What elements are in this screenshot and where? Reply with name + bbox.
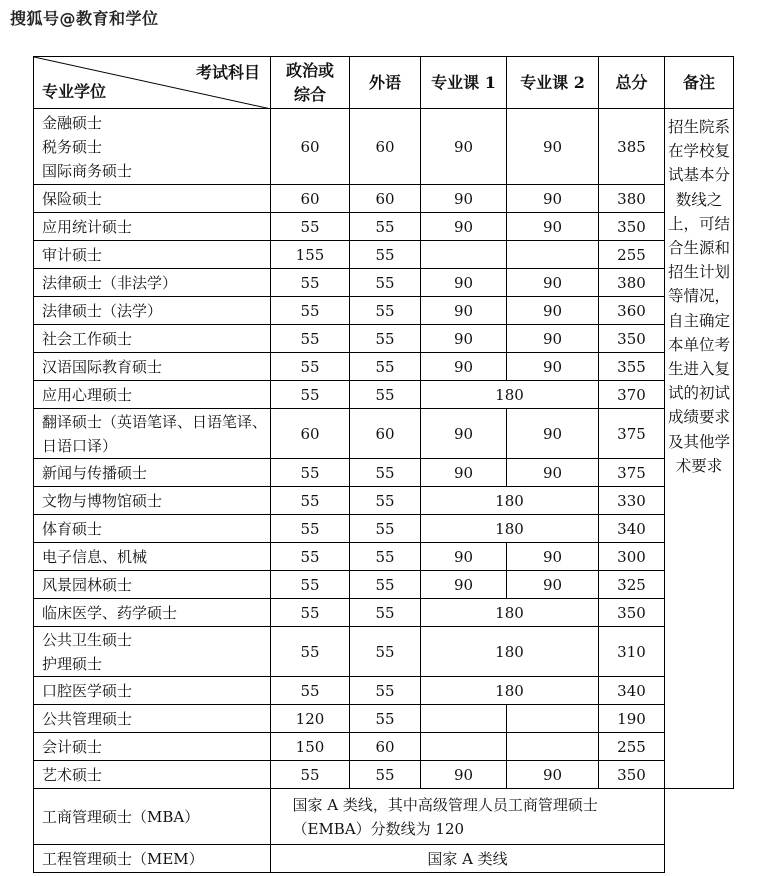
major-combined-score-cell: 180 [421, 487, 599, 515]
mba-text: 国家 A 类线，其中高级管理人员工商管理硕士（EMBA）分数线为 120 [271, 789, 665, 845]
major-combined-score-cell: 180 [421, 627, 599, 677]
language-score-cell: 55 [350, 459, 421, 487]
table-row [34, 353, 734, 381]
table-row [34, 409, 734, 459]
major2-score-cell: 90 [507, 543, 599, 571]
degree-name-cell: 保险硕士 [34, 185, 271, 213]
degree-name-cell: 体育硕士 [34, 515, 271, 543]
degree-name-cell: 新闻与传播硕士 [34, 459, 271, 487]
language-score-cell: 55 [350, 571, 421, 599]
language-score-cell: 55 [350, 705, 421, 733]
total-score-cell: 375 [599, 459, 665, 487]
politics-score-cell: 55 [271, 677, 350, 705]
major2-score-cell [507, 241, 599, 269]
major2-score-cell: 90 [507, 353, 599, 381]
politics-score-cell: 55 [271, 325, 350, 353]
diagonal-header-cell [34, 57, 271, 109]
degree-name-cell: 翻译硕士（英语笔译、日语笔译、日语口译） [34, 409, 271, 459]
major2-score-cell [507, 705, 599, 733]
total-score-cell: 190 [599, 705, 665, 733]
politics-score-cell: 60 [271, 409, 350, 459]
total-score-cell: 350 [599, 213, 665, 241]
mem-text: 国家 A 类线 [271, 845, 665, 873]
table-row [34, 241, 734, 269]
language-score-cell: 55 [350, 627, 421, 677]
politics-score-cell: 55 [271, 515, 350, 543]
major1-score-cell: 90 [421, 761, 507, 789]
total-score-cell: 355 [599, 353, 665, 381]
table-row [34, 185, 734, 213]
degree-name-cell: 电子信息、机械 [34, 543, 271, 571]
table-row [34, 459, 734, 487]
major1-score-cell [421, 241, 507, 269]
mem-name: 工程管理硕士（MEM） [34, 845, 271, 873]
table-row [34, 325, 734, 353]
major2-score-cell: 90 [507, 459, 599, 487]
politics-score-cell: 55 [271, 381, 350, 409]
language-score-cell: 55 [350, 599, 421, 627]
degree-name-cell: 公共管理硕士 [34, 705, 271, 733]
mba-row [34, 789, 734, 845]
politics-score-cell: 55 [271, 761, 350, 789]
table-row [34, 213, 734, 241]
politics-score-cell: 120 [271, 705, 350, 733]
total-score-cell: 380 [599, 185, 665, 213]
total-score-cell: 340 [599, 677, 665, 705]
degree-name-cell: 临床医学、药学硕士 [34, 599, 271, 627]
language-score-cell: 60 [350, 409, 421, 459]
major2-score-cell [507, 733, 599, 761]
note-text: 招生院系在学校复试基本分数线之上，可结合生源和招生计划等情况，自主确定本单位考生进入复试的初试成绩要求及其他学术要求 [668, 118, 731, 475]
language-score-cell: 55 [350, 677, 421, 705]
language-score-cell: 55 [350, 515, 421, 543]
table-row [34, 543, 734, 571]
major1-score-cell: 90 [421, 109, 507, 185]
degree-name-cell: 金融硕士 税务硕士 国际商务硕士 [34, 109, 271, 185]
language-score-cell: 55 [350, 487, 421, 515]
politics-score-cell: 55 [271, 599, 350, 627]
degree-name-cell: 风景园林硕士 [34, 571, 271, 599]
major1-score-cell: 90 [421, 459, 507, 487]
major1-score-cell: 90 [421, 213, 507, 241]
major1-score-cell: 90 [421, 409, 507, 459]
major2-score-cell: 90 [507, 213, 599, 241]
degree-name-cell: 公共卫生硕士 护理硕士 [34, 627, 271, 677]
degree-label: 专业学位 [42, 82, 107, 101]
degree-name-cell: 审计硕士 [34, 241, 271, 269]
degree-name-cell: 社会工作硕士 [34, 325, 271, 353]
watermark-text: 搜狐号@教育和学位 [10, 9, 159, 28]
table-row [34, 487, 734, 515]
col-header-major1: 专业课 1 [421, 57, 507, 109]
politics-score-cell: 60 [271, 185, 350, 213]
major2-score-cell: 90 [507, 269, 599, 297]
major2-score-cell: 90 [507, 325, 599, 353]
total-score-cell: 380 [599, 269, 665, 297]
note-cell [665, 109, 734, 789]
table-row [34, 733, 734, 761]
total-score-cell: 300 [599, 543, 665, 571]
table-row [34, 705, 734, 733]
col-header-language: 外语 [350, 57, 421, 109]
total-score-cell: 370 [599, 381, 665, 409]
table-row [34, 515, 734, 543]
col-header-major2: 专业课 2 [507, 57, 599, 109]
score-table [33, 56, 734, 873]
major2-score-cell: 90 [507, 185, 599, 213]
language-score-cell: 55 [350, 543, 421, 571]
degree-name-cell: 文物与博物馆硕士 [34, 487, 271, 515]
politics-score-cell: 55 [271, 213, 350, 241]
table-row [34, 627, 734, 677]
table-row [34, 761, 734, 789]
mba-name: 工商管理硕士（MBA） [34, 789, 271, 845]
language-score-cell: 55 [350, 353, 421, 381]
politics-score-cell: 55 [271, 627, 350, 677]
language-score-cell: 55 [350, 297, 421, 325]
col-header-politics: 政治或综合 [271, 57, 350, 109]
col-header-total: 总分 [599, 57, 665, 109]
major1-score-cell: 90 [421, 571, 507, 599]
degree-name-cell: 会计硕士 [34, 733, 271, 761]
major1-score-cell: 90 [421, 185, 507, 213]
total-score-cell: 310 [599, 627, 665, 677]
language-score-cell: 60 [350, 185, 421, 213]
total-score-cell: 350 [599, 599, 665, 627]
language-score-cell: 55 [350, 269, 421, 297]
major2-score-cell: 90 [507, 297, 599, 325]
table-row [34, 571, 734, 599]
politics-score-cell: 55 [271, 571, 350, 599]
table-row [34, 269, 734, 297]
major1-score-cell: 90 [421, 543, 507, 571]
table-row [34, 677, 734, 705]
major2-score-cell: 90 [507, 109, 599, 185]
total-score-cell: 385 [599, 109, 665, 185]
politics-score-cell: 150 [271, 733, 350, 761]
major1-score-cell [421, 705, 507, 733]
major-combined-score-cell: 180 [421, 515, 599, 543]
language-score-cell: 60 [350, 109, 421, 185]
total-score-cell: 375 [599, 409, 665, 459]
major1-score-cell: 90 [421, 297, 507, 325]
total-score-cell: 255 [599, 241, 665, 269]
politics-score-cell: 155 [271, 241, 350, 269]
major2-score-cell: 90 [507, 409, 599, 459]
language-score-cell: 60 [350, 733, 421, 761]
major1-score-cell: 90 [421, 269, 507, 297]
total-score-cell: 255 [599, 733, 665, 761]
language-score-cell: 55 [350, 381, 421, 409]
mem-row [34, 845, 734, 873]
politics-score-cell: 55 [271, 459, 350, 487]
degree-name-cell: 法律硕士（非法学） [34, 269, 271, 297]
language-score-cell: 55 [350, 761, 421, 789]
header-row [34, 57, 734, 109]
politics-score-cell: 55 [271, 269, 350, 297]
degree-name-cell: 汉语国际教育硕士 [34, 353, 271, 381]
degree-name-cell: 应用心理硕士 [34, 381, 271, 409]
major-combined-score-cell: 180 [421, 677, 599, 705]
exam-subjects-label: 考试科目 [195, 63, 260, 82]
politics-score-cell: 55 [271, 487, 350, 515]
politics-score-cell: 55 [271, 353, 350, 381]
total-score-cell: 360 [599, 297, 665, 325]
table-row [34, 381, 734, 409]
major1-score-cell: 90 [421, 353, 507, 381]
table-row [34, 599, 734, 627]
major2-score-cell: 90 [507, 571, 599, 599]
politics-score-cell: 55 [271, 297, 350, 325]
total-score-cell: 350 [599, 325, 665, 353]
major-combined-score-cell: 180 [421, 381, 599, 409]
language-score-cell: 55 [350, 325, 421, 353]
table-body [34, 109, 734, 789]
total-score-cell: 325 [599, 571, 665, 599]
col-header-note: 备注 [665, 57, 734, 109]
language-score-cell: 55 [350, 241, 421, 269]
major1-score-cell: 90 [421, 325, 507, 353]
language-score-cell: 55 [350, 213, 421, 241]
major2-score-cell: 90 [507, 761, 599, 789]
table-row [34, 109, 734, 185]
major-combined-score-cell: 180 [421, 599, 599, 627]
politics-score-cell: 60 [271, 109, 350, 185]
degree-name-cell: 应用统计硕士 [34, 213, 271, 241]
degree-name-cell: 口腔医学硕士 [34, 677, 271, 705]
politics-score-cell: 55 [271, 543, 350, 571]
degree-name-cell: 法律硕士（法学） [34, 297, 271, 325]
total-score-cell: 340 [599, 515, 665, 543]
major1-score-cell [421, 733, 507, 761]
degree-name-cell: 艺术硕士 [34, 761, 271, 789]
total-score-cell: 330 [599, 487, 665, 515]
table-row [34, 297, 734, 325]
total-score-cell: 350 [599, 761, 665, 789]
